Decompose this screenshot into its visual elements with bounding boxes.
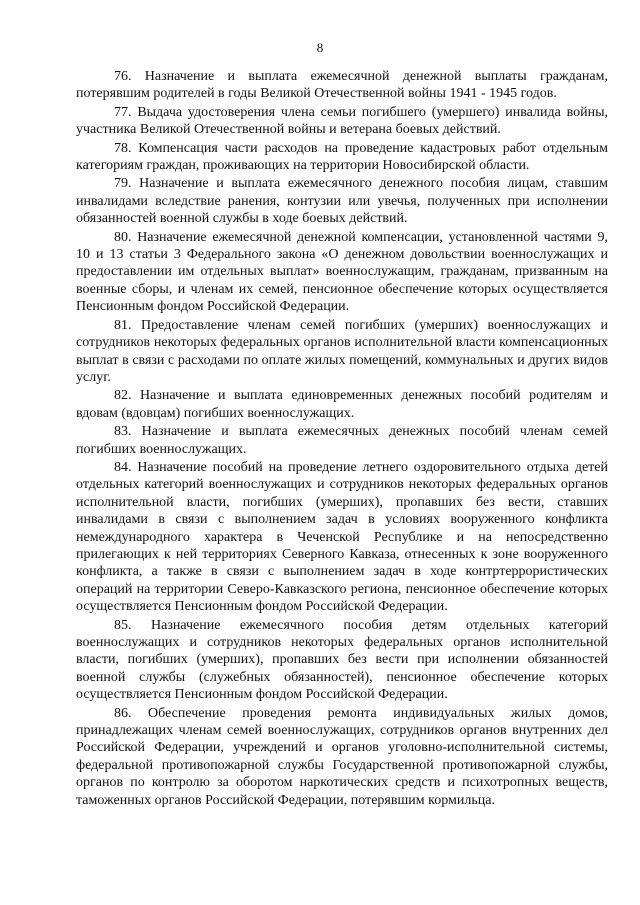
paragraph-78: 78. Компенсация части расходов на проведение кадастровых работ отдельным категориям граждан, проживающих на территории Новосибирской области. [76,140,608,174]
paragraph-77: 77. Выдача удостоверения члена семьи погибшего (умершего) инвалида войны, участника Великой Отечественной войны и ветерана боевых действий. [76,104,608,138]
paragraph-82: 82. Назначение и выплата единовременных денежных пособий родителям и вдовам (вдовцам) погибших военнослужащих. [76,388,608,421]
paragraph-83: 83. Назначение и выплата ежемесячных денежных пособий членам семей погибших военнослужащих. [76,424,608,457]
paragraph-76: 76. Назначение и выплата ежемесячной денежной выплаты гражданам, потерявшим родителей в годы Великой Отечественной войны 1941 - 1945 годов. [76,69,608,102]
document-body [76,68,608,810]
paragraph-81: 81. Предоставление членам семей погибших (умерших) военнослужащих и сотрудников некоторых федеральных органов исполнительной власти компенсационных выплат в связи с расходами по оплате жилых помещений, коммунальных и других видов услуг. [76,317,608,385]
paragraph-79: 79. Назначение и выплата ежемесячного денежного пособия лицам, ставшим инвалидами вследствие ранения, контузии или увечья, полученных при исполнении обязанностей военной службы в ходе боевых действий. [76,176,608,227]
paragraph-86: 86. Обеспечение проведения ремонта индивидуальных жилых домов, принадлежащих членам семей военнослужащих, сотрудников органов внутренних дел Российской Федерации, учреждений и органов уголовно-исполнительной системы, федеральной противопожарной службы Государственной противопожарной службы, органов по контролю за оборотом наркотических средств и психотропных веществ, таможенных органов Российской Федерации, потерявшим кормильца. [76,705,608,808]
paragraph-84: 84. Назначение пособий на проведение летнего оздоровительного отдыха детей отдельных категорий военнослужащих и сотрудников некоторых федеральных органов исполнительной власти, погибших (умерших), пропавших без вести, ставших инвалидами в связи с выполнением задач в условиях вооруженного конфликта немеждународного характера в Чеченской Республике и на непосредственно прилегающих к ней территориях Северного Кавказа, отнесенных к зоне вооруженного конфликта, а также в связи с выполнением задач в ходе контртеррористических операций на территории Северо-Кавказского региона, пенсионное обеспечение которых осуществляется Пенсионным фондом Российской Федерации. [76,459,608,615]
paragraph-85: 85. Назначение ежемесячного пособия детям отдельных категорий военнослужащих и сотрудников некоторых федеральных органов исполнительной власти, погибших (умерших), пропавших без вести при исполнении обязанностей военной службы (служебных обязанностей), пенсионное обеспечение которых осуществляется Пенсионным фондом Российской Федерации. [76,617,608,703]
paragraph-80: 80. Назначение ежемесячной денежной компенсации, установленной частями 9, 10 и 13 статьи 3 Федерального закона «О денежном довольствии военнослужащих и предоставлении им отдельных выплат» военнослужащим, гражданам, призванным на военные сборы, и членам их семей, пенсионное обеспечение которых осуществляется Пенсионным фондом Российской Федерации. [76,229,608,315]
page-number: 8 [316,40,324,55]
